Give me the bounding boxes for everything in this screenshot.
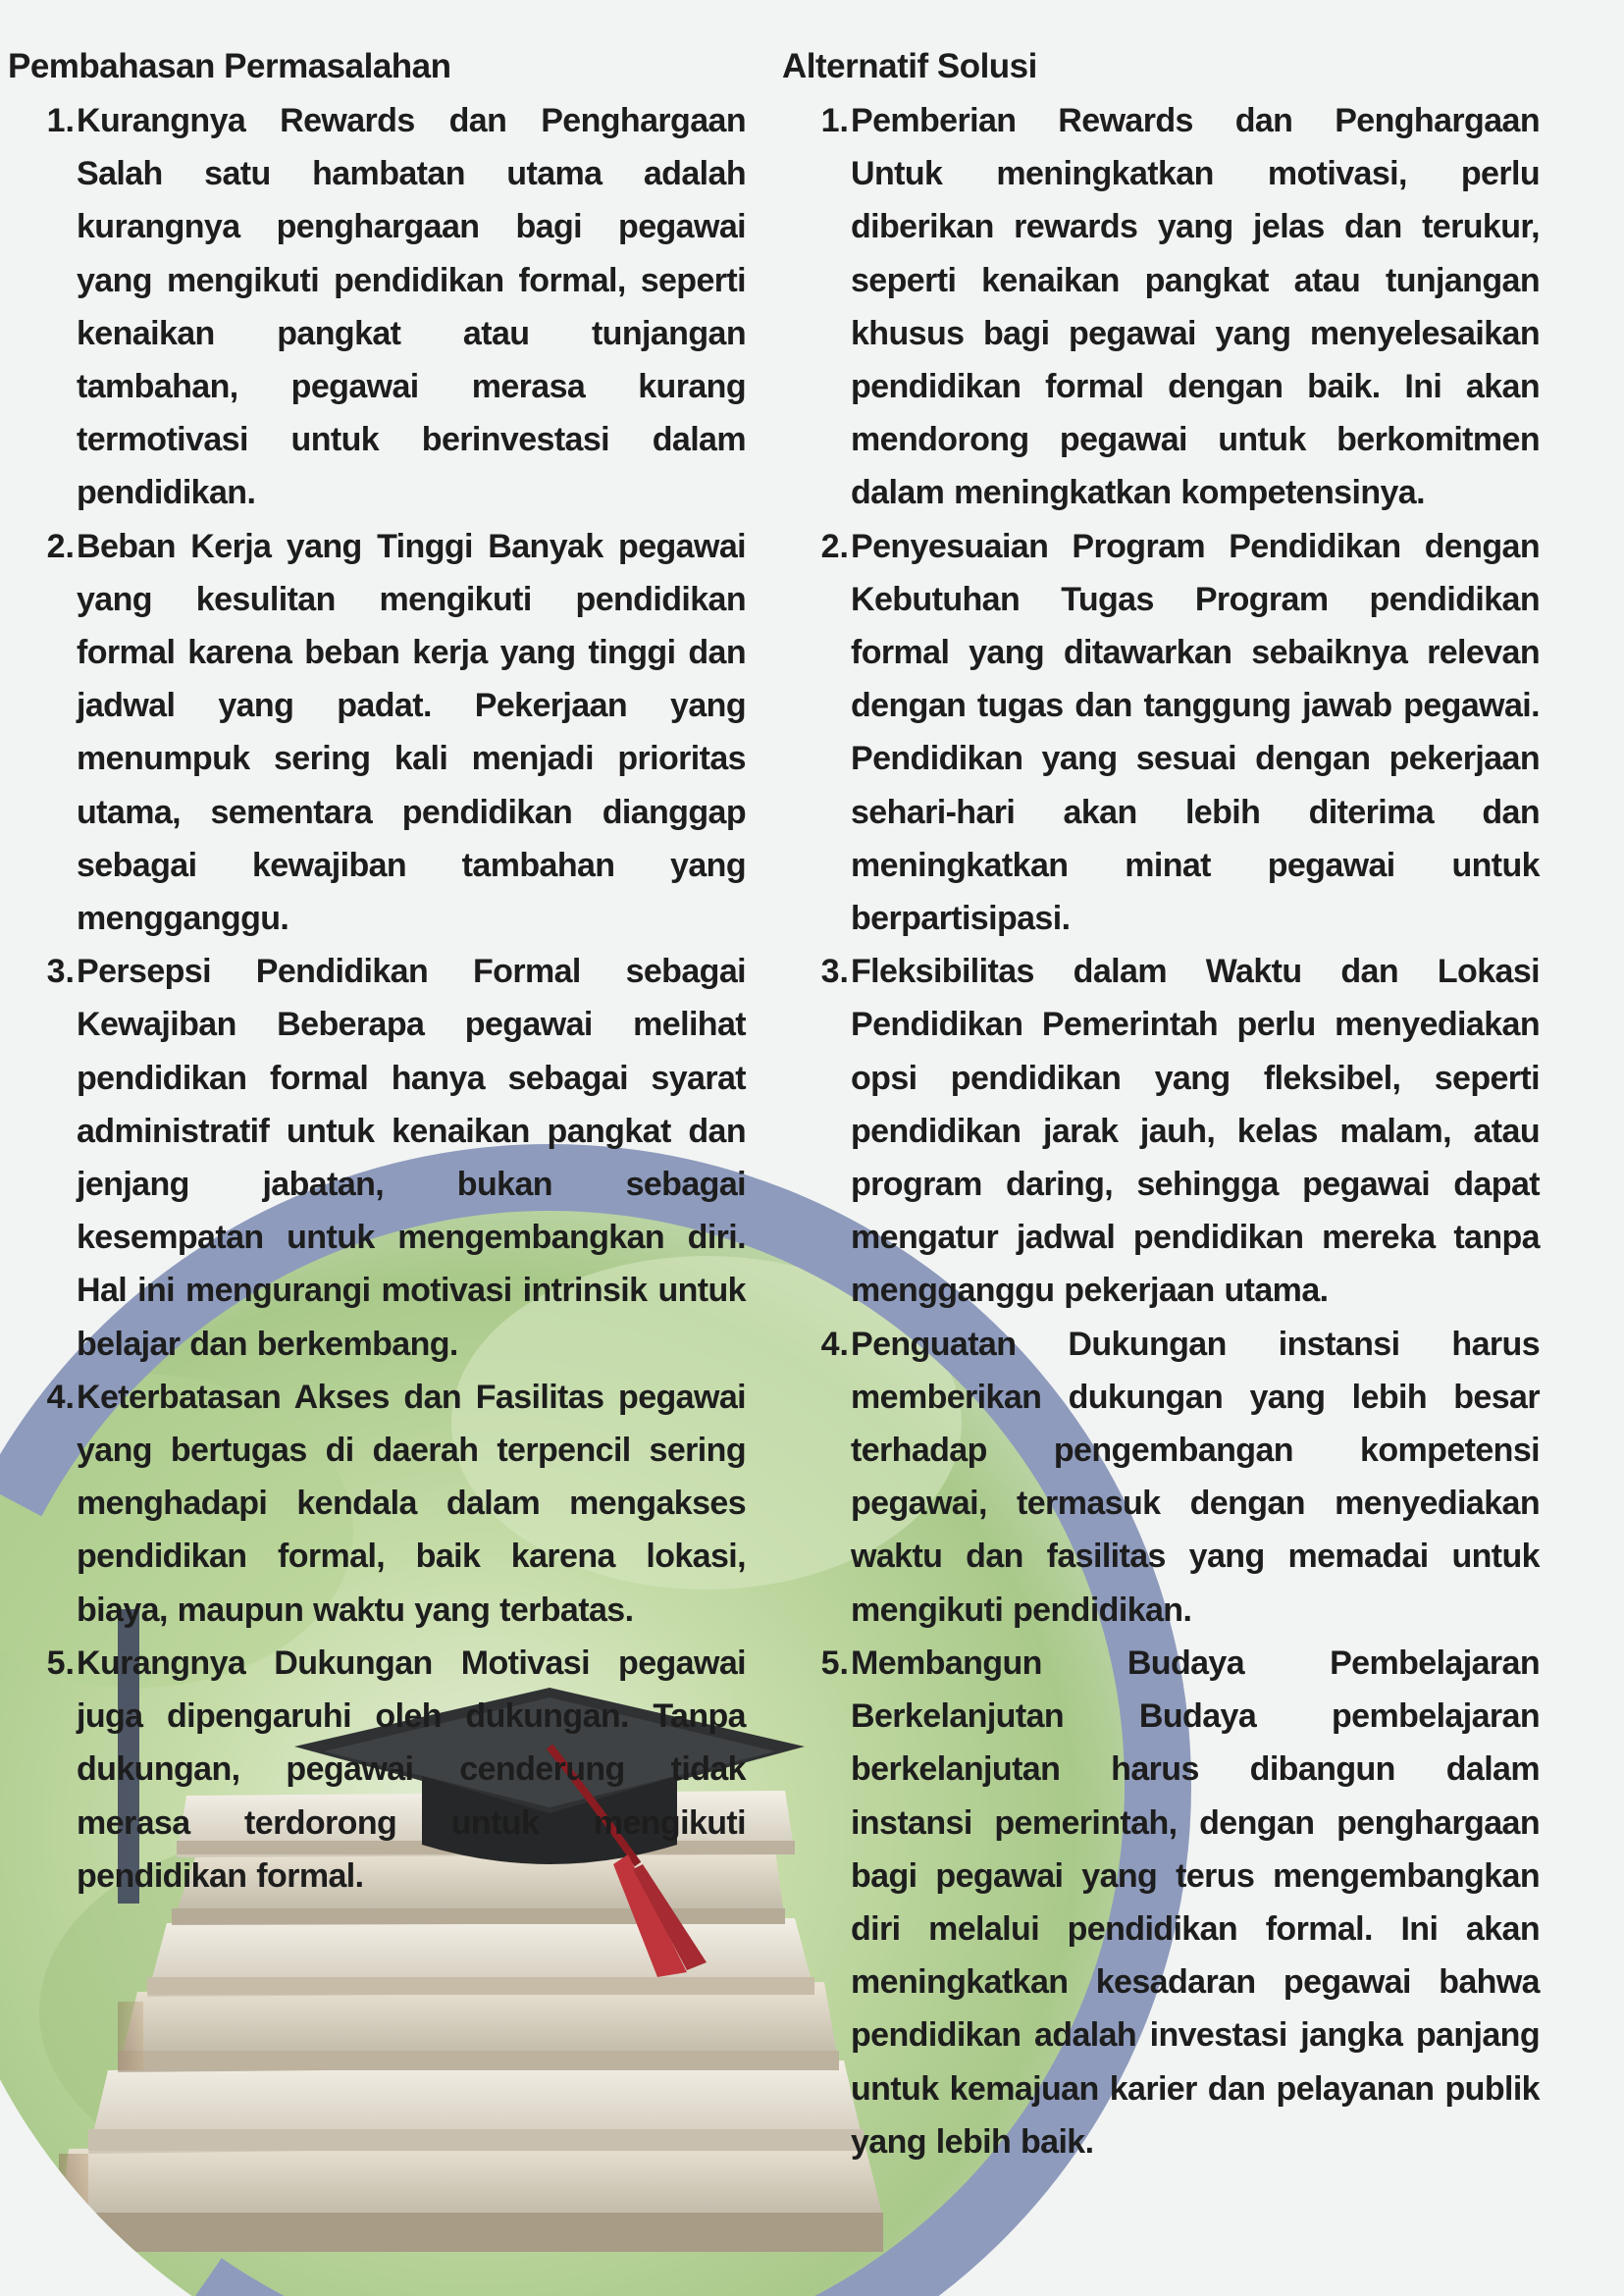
problem-discussion-heading: Pembahasan Permasalahan	[8, 47, 451, 85]
list-item-text: Persepsi Pendidikan Formal sebagai Kewajiban Beberapa pegawai melihat pendidikan formal hanya sebagai syarat administratif untuk kenaikan pangkat dan jenjang jabatan, bukan sebagai kesempatan untuk mengembangkan diri. Hal ini mengurangi motivasi intrinsik untuk belajar dan berkembang.	[77, 953, 746, 1363]
list-number: 2.	[820, 527, 849, 565]
list-item-text: Penyesuaian Program Pendidikan dengan Kebutuhan Tugas Program pendidikan formal yang ditawarkan sebaiknya relevan dengan tugas dan tanggung jawab pegawai. Pendidikan yang sesuai dengan pekerjaan sehari-hari akan lebih diterima dan meningkatkan minat pegawai untuk berpartisipasi.	[851, 527, 1540, 938]
list-item-text: Keterbatasan Akses dan Fasilitas pegawai yang bertugas di daerah terpencil sering menghadapi kendala dalam mengakses pendidikan formal, baik karena lokasi, biaya, maupun waktu yang terbatas.	[77, 1378, 746, 1629]
list-item	[782, 945, 1540, 1317]
list-item	[782, 94, 1540, 520]
list-item-text: Beban Kerja yang Tinggi Banyak pegawai yang kesulitan mengikuti pendidikan formal karena beban kerja yang tinggi dan jadwal yang padat. Pekerjaan yang menumpuk sering kali menjadi prioritas utama, sementara pendidikan dianggap sebagai kewajiban tambahan yang mengganggu.	[77, 527, 746, 938]
list-item-text: Kurangnya Rewards dan Penghargaan Salah satu hambatan utama adalah kurangnya penghargaan bagi pegawai yang mengikuti pendidikan formal, seperti kenaikan pangkat atau tunjangan tambahan, pegawai merasa kurang termotivasi untuk berinvestasi dalam pendidikan.	[77, 102, 746, 512]
list-item	[782, 1637, 1540, 2168]
problem-list	[8, 94, 746, 1903]
list-item	[8, 945, 746, 1371]
list-number: 5.	[46, 1644, 75, 1682]
list-item-text: Penguatan Dukungan instansi harus memberikan dukungan yang lebih besar terhadap pengembangan kompetensi pegawai, termasuk dengan menyediakan waktu dan fasilitas yang memadai untuk mengikuti pendidikan.	[851, 1325, 1540, 1629]
alternative-solutions-heading: Alternatif Solusi	[782, 47, 1037, 85]
list-item-text: Membangun Budaya Pembelajaran Berkelanjutan Budaya pembelajaran berkelanjutan harus dibangun dalam instansi pemerintah, dengan penghargaan bagi pegawai yang terus mengembangkan diri melalui pendidikan formal. Ini akan meningkatkan kesadaran pegawai bahwa pendidikan adalah investasi jangka panjang untuk kemajuan karier dan pelayanan publik yang lebih baik.	[851, 1644, 1540, 2161]
alternative-solutions-column	[782, 43, 1540, 2168]
list-item-text: Kurangnya Dukungan Motivasi pegawai juga dipengaruhi oleh dukungan. Tanpa dukungan, pegawai cenderung tidak merasa terdorong untuk mengikuti pendidikan formal.	[77, 1644, 746, 1895]
list-number: 1.	[820, 102, 849, 139]
list-item	[782, 520, 1540, 946]
list-number: 4.	[46, 1378, 75, 1416]
list-number: 2.	[46, 527, 75, 565]
list-number: 3.	[46, 953, 75, 991]
list-number: 1.	[46, 102, 75, 139]
list-item	[8, 1637, 746, 1903]
list-number: 3.	[820, 953, 849, 991]
list-item	[782, 1318, 1540, 1637]
list-item	[8, 94, 746, 520]
list-item	[8, 520, 746, 946]
list-item-text: Fleksibilitas dalam Waktu dan Lokasi Pendidikan Pemerintah perlu menyediakan opsi pendidikan yang fleksibel, seperti pendidikan jarak jauh, kelas malam, atau program daring, sehingga pegawai dapat mengatur jadwal pendidikan mereka tanpa mengganggu pekerjaan utama.	[851, 953, 1540, 1310]
solution-list	[782, 94, 1540, 2168]
list-item	[8, 1371, 746, 1637]
list-item-text: Pemberian Rewards dan Penghargaan Untuk meningkatkan motivasi, perlu diberikan rewards yang jelas dan terukur, seperti kenaikan pangkat atau tunjangan khusus bagi pegawai yang menyelesaikan pendidikan formal dengan baik. Ini akan mendorong pegawai untuk berkomitmen dalam meningkatkan kompetensinya.	[851, 102, 1540, 512]
list-number: 4.	[820, 1325, 849, 1363]
list-number: 5.	[820, 1644, 849, 1682]
problem-discussion-column	[8, 43, 746, 1903]
